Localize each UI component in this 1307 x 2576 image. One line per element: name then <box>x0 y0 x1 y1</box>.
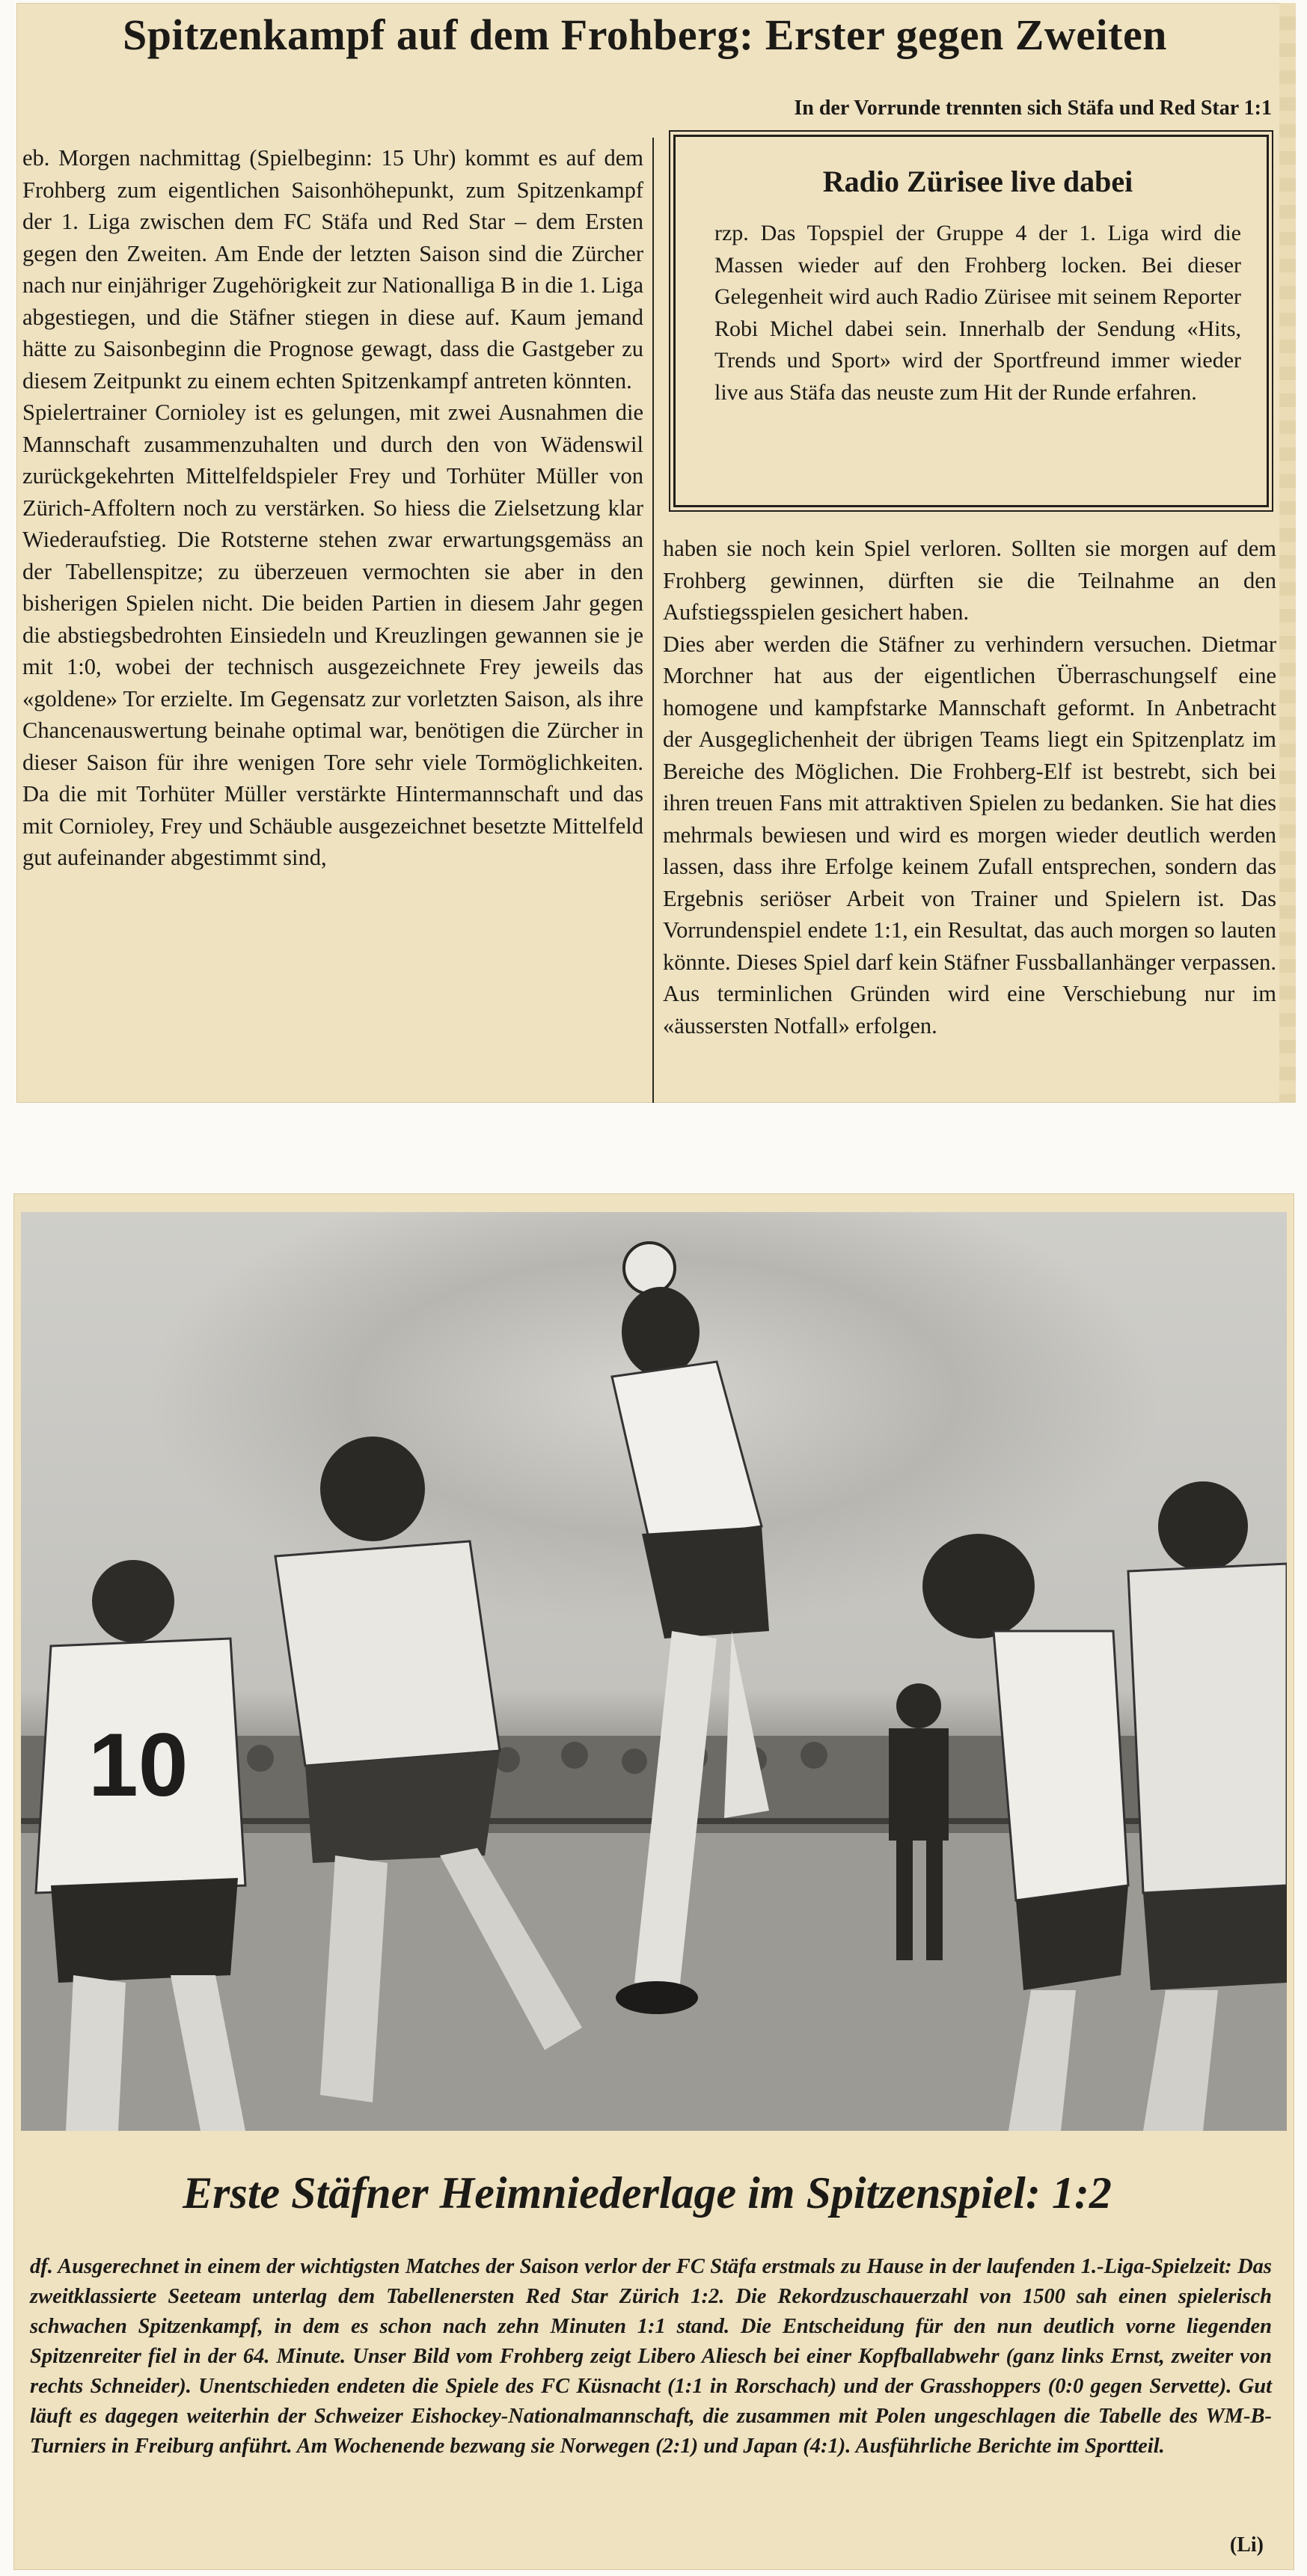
article-subheadline: In der Vorrunde trennten sich Stäfa und Red Star 1:1 <box>794 97 1272 120</box>
radio-box-title: Radio Zürisee live dabei <box>822 165 1133 198</box>
article-column-right <box>663 533 1276 1041</box>
article-paragraph: Dies aber werden die Stäfner zu verhindern versuchen. Dietmar Morchner hat aus der eigentlichen Überraschungself eine homogene und kampfstarke Mannschaft geformt. In Anbetracht der Ausgeglichenheit der übrigen Teams liegt ein Spitzenplatz im Bereiche des Möglichen. Die Frohberg-Elf ist bestrebt, sich bei ihren treuen Fans mit attraktiven Spielen zu bedanken. Sie hat dies mehrmals bewiesen und wird es morgen wieder deutlich werden lassen, dass ihre Erfolge keinem Zufall entsprechen, sondern das Ergebnis seriöser Arbeit von Trainer und Spielern ist. Das Vorrundenspiel endete 1:1, ein Resultat, das auch morgen so lauten könnte. Dieses Spiel darf kein Stäfner Fussballanhänger verpassen. Aus terminlichen Gründen wird eine Verschiebung nur im «äussersten Notfall» erfolgen. <box>663 631 1276 1038</box>
photo-caption-body: df. Ausgerechnet in einem der wichtigsten Matches der Saison verlor der FC Stäfa erstmals zu Hause in der laufenden 1.-Liga-Spielzeit: Das zweitklassierte Seeteam unterlag dem Tabellenersten Red Star Zürich 1:2. Die Rekordzuschauerzahl von 1500 sah einen spielerisch schwachen Spitzenkampf, in dem es schon nach zehn Minuten 1:1 stand. Die Entscheidung für den nun deutlich vorne liegenden Spitzenreiter fiel in der 64. Minute. Unser Bild vom Frohberg zeigt Libero Aliesch bei einer Kopfballabwehr (ganz links Ernst, zweiter von rechts Schneider). Unentschieden endeten die Spiele des FC Küsnacht (1:1 in Rorschach) und der Grasshoppers (0:0 gegen Servette). Gut läuft es dagegen weiterhin der Schweizer Eishockey-Nationalmannschaft, die zusammen mit Polen ungeschlagen die Tabelle des WM-B-Turniers in Freiburg anführt. Am Wochenende bezwang sie Norwegen (2:1) und Japan (4:1). Ausführliche Berichte im Sportteil. <box>30 2255 1272 2458</box>
jersey-number: 10 <box>88 1715 189 1815</box>
column-divider <box>652 138 654 1103</box>
photo-caption-headline: Erste Stäfner Heimniederlage im Spitzenspiel: 1:2 <box>183 2168 1112 2218</box>
radio-box-body: rzp. Das Topspiel der Gruppe 4 der 1. Liga wird die Massen wieder auf den Frohberg locken. Bei dieser Gelegenheit wird auch Radio Zürisee mit seinem Reporter Robi Michel dabei sein. Innerhalb der Sendung «Hits, Trends und Sport» wird der Sportfreund immer wieder live aus Stäfa das neuste zum Hit der Runde erfahren. <box>714 221 1241 405</box>
photo-illustration <box>21 1212 1287 2131</box>
article-paragraph: eb. Morgen nachmittag (Spielbeginn: 15 Uhr) kommt es auf dem Frohberg zum eigentlichen Saisonhöhepunkt, zum Spitzenkampf der 1. Liga zwischen dem FC Stäfa und Red Star – dem Ersten gegen den Zweiten. Am Ende der letzten Saison sind die Zürcher nach nur einjähriger Zugehörigkeit zur Nationalliga B in die 1. Liga abgestiegen, und die Stäfner stiegen in diese auf. Kaum jemand hätte zu Saisonbeginn die Prognose gewagt, dass die Gastgeber zu diesem Zeitpunkt zu einem echten Spitzenkampf antreten könnten. <box>22 145 643 394</box>
article-column-left <box>22 142 643 874</box>
article-paragraph: Spielertrainer Cornioley ist es gelungen, mit zwei Ausnahmen die Mannschaft zusammenzuhalten und durch den von Wädenswil zurückgekehrten Mittelfeldspieler Frey und Torhüter Müller von Zürich-Affoltern noch zu verstärken. So hiess die Zielsetzung klar Wiederaufstieg. Die Rotsterne stehen zwar erwartungsgemäss an der Tabellenspitze; zu überzeuen vermochten sie aber in den bisherigen Spielen nicht. Die beiden Partien in diesem Jahr gegen die abstiegsbedrohten Einsiedeln und Kreuzlingen gewannen sie je mit 1:0, wobei der technisch ausgezeichnete Frey jeweils das «goldene» Tor erzielte. Im Gegensatz zur vorletzten Saison, als ihre Chancenauswertung beinahe optimal war, benötigen die Zürcher in dieser Saison für ihre wenigen Tore sehr viele Tormöglichkeiten. Da die mit Torhüter Müller verstärkte Hintermannschaft und das mit Cornioley, Frey und Schäuble ausgezeichnet besetzte Mittelfeld gut aufeinander abgestimmt sind, <box>22 400 643 870</box>
radio-info-box <box>673 135 1269 507</box>
article-paragraph: haben sie noch kein Spiel verloren. Sollten sie morgen auf dem Frohberg gewinnen, dürften sie die Teilnahme an den Aufstiegsspielen gesichert haben. <box>663 536 1276 625</box>
article-headline: Spitzenkampf auf dem Frohberg: Erster gegen Zweiten <box>123 10 1167 59</box>
football <box>624 1243 675 1294</box>
adjacent-column-bleed <box>1279 3 1296 1103</box>
match-photo <box>21 1212 1287 2131</box>
photo-credit: (Li) <box>1229 2533 1264 2557</box>
